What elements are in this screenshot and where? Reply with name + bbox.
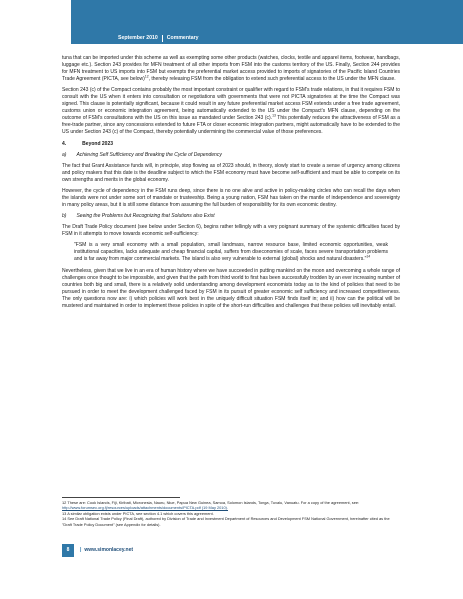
paragraph: Section 243 (c) of the Compact contains probably the most important constraint or qualifier with regard to FSM's trade relations, in that it requires FSM to consult with the US when it enters into consultation or negotiations with governments that were not PICTA signatories at the time the Compact was signed. This clause is potentially significant, because it could result in any future preferential market access FSM extends under a free trade agreement, customs union or economic integration agreement, being automatically extended to the US under the Compact's MFN clause, depending on the outcome of FSM's consultations with the US on this issue as mandated under Section 243 (c).$^{13}$ This potentially reduces the attractiveness of FSM as a free-trade partner, since any concessions extended to future FTA or closer economic integration partners, might automatically have to be extended to the US under Section 243 (c) of the Compact, thereby potentially undermining the commercial value of those preferences. bbox=[62, 87, 400, 136]
section-number: 4. bbox=[62, 140, 67, 147]
subsection-title: Seeing the Problems but Recognizing that Solutions also Exist bbox=[76, 212, 215, 219]
footnotes bbox=[62, 500, 400, 527]
header-date: September 2010 bbox=[118, 35, 158, 41]
page-number: 8 bbox=[66, 547, 70, 553]
subsection-heading bbox=[62, 213, 400, 220]
footer-divider: | bbox=[80, 547, 82, 553]
footer-website[interactable] bbox=[80, 547, 133, 553]
subsection-letter: a) bbox=[62, 151, 67, 158]
paragraph: The fact that Grant Assistance funds will, in principle, stop flowing as of 2023 should, in theory, slowly start to create a sense of urgency among citizens and policy makers that this date is the deadline subject to which the FSM economy must have become self-sufficient and must be able to compete on its own strengths and merits in the global economy. bbox=[62, 162, 400, 183]
footnote: 14 See Draft National Trade Policy (Final Draft), authored by Division of Trade and Investment Department of Resources and Development FSM National Government, hereinafter cited as the "Draft Trade Policy Document" (see Appendix for details). bbox=[62, 516, 390, 527]
block-quote: "FSM is a very small economy with a small population, small landmass, narrow resource base, limited economic opportunities, weak institutional capacities, lacks adequate and cheap financial capital, suffers from diseconomies of scale, faces severe transportation problems and is far away from major commercial markets. The island is also very vulnerable to external (global) shocks and natural disasters."$^{14}$ bbox=[74, 242, 388, 263]
footnote-ref: 12 bbox=[144, 74, 149, 79]
section-heading bbox=[62, 141, 400, 148]
paragraph: However, the cycle of dependency in the FSM runs deep, since there is no one alive and active in policy-making circles who can recall the days when the islands were not under some sort of mandate or trusteeship. Being a young nation, FSM has taken on the mantle of independence and sovereignty in many policy areas, but it is still some distance from assuming the full burden of responsibility for its own economic destiny. bbox=[62, 187, 400, 208]
main-text bbox=[62, 55, 400, 314]
paragraph: The Draft Trade Policy document (see below under Section 6), begins rather tellingly with a very poignant summary of the systemic difficulties faced by FSM in it attempts to move towards economic self-sufficiency: bbox=[62, 223, 400, 237]
section-title: Beyond 2023 bbox=[82, 140, 114, 147]
subsection-title: Achieving Self Sufficiency and Breaking the Cycle of Dependency bbox=[76, 151, 222, 158]
footnote-link[interactable]: http://www.forumsec.org.fj/resources/uploads/attachments/documents/PICTA.pdf (19 May 2010). bbox=[62, 505, 229, 511]
subsection-letter: b) bbox=[62, 212, 67, 219]
footer-url-text[interactable]: www.simonlacey.net bbox=[84, 547, 134, 553]
header-section: Commentary bbox=[166, 35, 199, 41]
subsection-heading bbox=[62, 152, 400, 159]
footnote: 12 These are: Cook Islands, Fiji, Kiribati, Micronesia, Nauru, Niue, Papua New Guinea, Samoa, Solomon Islands, Tonga, Tuvalu, Vanuatu. For a copy of the agreement, see: bbox=[62, 500, 360, 505]
paragraph: Nevertheless, given that we live in an era of human history where we have succeeded in putting mankind on the moon and overcoming a whole range of challenges once thought to be impossible, and given that the path from third world to first has been successfully trodden by an ever increasing number of countries both big and small, there is a relatively solid understanding among development economists today as to the kind of policies that need to be pursued in order to meet the development challenged faced by FSM in its pursuit of greater economic self sufficiency and increased competitiveness. The only questions now are: i) which policies will work best in the uniquely difficult situation FSM finds itself in; and ii) how can the political will be mustered and maintained in order to implement these policies in spite of the short-run difficulties and challenges that these policies will inevitably entail. bbox=[62, 268, 400, 310]
footnote-divider bbox=[62, 497, 180, 498]
paragraph: tuna that can be imported under this scheme as well as exempting some other products (watches, clocks, textile and apparel items, footwear, handbags, luggage etc.). Section 243 provides for MFN treatment of all other imports from FSM into the customs territory of the US. Finally, Section 244 provides for MFN treatment to US imports into FSM but exempts the preferential market access provided to imports of signatories of the Pacific Island Countries Trade Agreement (PICTA, see below)$^{12}$, thereby releasing FSM from the obligation to extend such preferential access to the US under the MFN clause. bbox=[62, 55, 400, 83]
running-header bbox=[118, 35, 199, 42]
footnote-ref: 14 bbox=[366, 254, 371, 259]
footnote: 13 A similar obligation exists under PICTA, see section 4.1 which covers this agreement. bbox=[62, 510, 214, 516]
header-divider bbox=[162, 35, 163, 42]
footnote-ref: 13 bbox=[272, 113, 276, 118]
